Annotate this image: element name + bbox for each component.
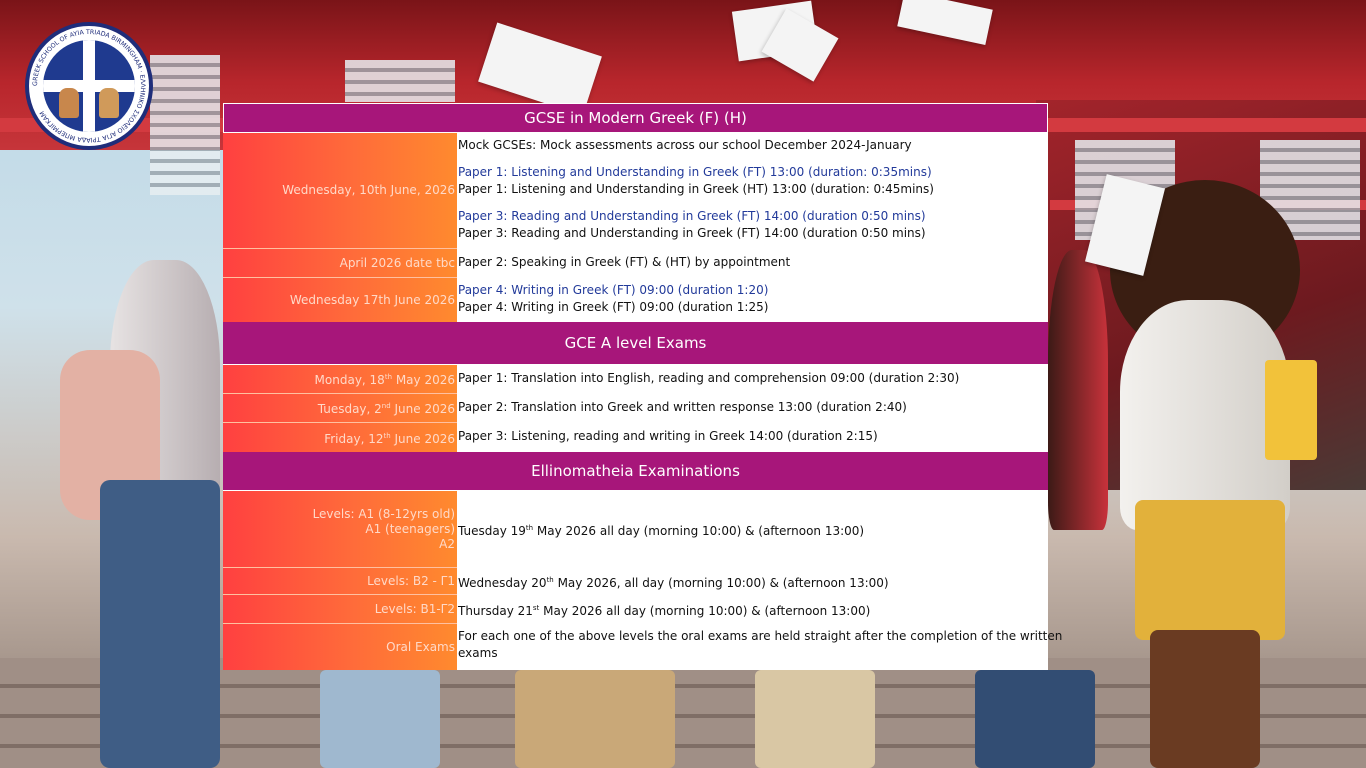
jeans: [100, 480, 220, 768]
alevel-date-cell: [223, 394, 457, 422]
ellino-level-cell: [223, 491, 457, 567]
logo-shield: [43, 40, 135, 132]
logo-figure: [59, 88, 79, 118]
level-label: Oral Exams: [386, 639, 455, 654]
gcse-date-cell: [223, 133, 457, 248]
ellino-level-cell: [223, 624, 457, 670]
jeans-2: [320, 670, 440, 768]
ellino-schedule-text: Tuesday 19th May 2026 all day (morning 10:00) & (afternoon 13:00): [458, 524, 865, 538]
window-grill: [345, 60, 455, 102]
school-logo: [25, 22, 153, 150]
alevel-paper: [458, 428, 1048, 445]
gcse-date-cell: [223, 278, 457, 322]
legs: [1150, 630, 1260, 768]
alevel-date-cell: [223, 423, 457, 452]
exam-timetable: [223, 103, 1063, 670]
gcse-details: [458, 137, 1048, 242]
svg-text:GREEK SCHOOL OF AYIA TRIADA BI: GREEK SCHOOL OF AYIA TRIADA BIRMINGHAM · ΕΛΛΗΝΙΚΟ ΣΧΟΛΕΙΟ ΑΓΙΑ ΤΡΙΑΔΑ ΜΠΕΡΜΙΓΚΑΜ: [31, 28, 147, 144]
alevel-date: Tuesday, 2nd June 2026: [317, 402, 455, 416]
yellow-folder: [1265, 360, 1317, 460]
paper3-ft-text: Paper 3: Reading and Understanding in Greek (FT) 14:00 (duration 0:50 mins): [458, 209, 926, 223]
gcse-date: April 2026 date tbc: [339, 255, 455, 270]
alevel-paper-text: Paper 1: Translation into English, reading and comprehension 09:00 (duration 2:30): [458, 371, 960, 385]
level-label: A2: [439, 536, 455, 551]
section-header-ellinomatheia: Ellinomatheia Examinations: [223, 452, 1048, 490]
gcse-date: Wednesday, 10th June, 2026: [282, 183, 455, 197]
paper1-ft-text: Paper 1: Listening and Understanding in Greek (FT) 13:00 (duration: 0:35mins): [458, 165, 932, 179]
speaking-details: [458, 254, 1048, 271]
oral-exams-details: [458, 628, 1063, 662]
oral-exams-text: For each one of the above levels the oral exams are held straight after the completion of the written: [458, 629, 1063, 643]
level-label: Levels: A1 (8-12yrs old): [312, 506, 455, 521]
paper3-text: Paper 3: Reading and Understanding in Greek (FT) 14:00 (duration 0:50 mins): [458, 226, 926, 240]
oral-exams-text: exams: [458, 646, 498, 660]
mock-gcse-text: Mock GCSEs: Mock assessments across our school December 2024-January: [458, 138, 912, 152]
logo-figure: [99, 88, 119, 118]
ellino-schedule-text: Thursday 21st May 2026 all day (morning 10:00) & (afternoon 13:00): [458, 604, 871, 618]
paper1-ht-text: Paper 1: Listening and Understanding in Greek (HT) 13:00 (duration: 0:45mins): [458, 182, 934, 196]
yellow-shorts: [1135, 500, 1285, 640]
ellino-schedule: [458, 520, 1048, 540]
ellino-schedule: [458, 572, 1048, 592]
student-striped: [1048, 250, 1108, 530]
alevel-date-cell: [223, 365, 457, 393]
section-header-gcse: GCSE in Modern Greek (F) (H): [223, 103, 1048, 133]
paper2-speaking-text: Paper 2: Speaking in Greek (FT) & (HT) by appointment: [458, 255, 791, 269]
level-label: A1 (teenagers): [365, 521, 455, 536]
alevel-paper: [458, 370, 1048, 387]
gcse-date-cell: [223, 249, 457, 277]
writing-details: [458, 282, 1048, 316]
window-grill: [150, 55, 220, 195]
trousers-2: [755, 670, 875, 768]
paper4-text: Paper 4: Writing in Greek (FT) 09:00 (duration 1:20): [458, 283, 769, 297]
ellino-level-cell: [223, 595, 457, 623]
alevel-paper-text: Paper 2: Translation into Greek and written response 13:00 (duration 2:40): [458, 400, 907, 414]
trousers: [515, 670, 675, 768]
alevel-date: Monday, 18th May 2026: [314, 373, 455, 387]
jeans-3: [975, 670, 1095, 768]
alevel-paper: [458, 399, 1048, 416]
alevel-date: Friday, 12th June 2026: [324, 431, 455, 446]
gcse-date: Wednesday 17th June 2026: [289, 292, 455, 307]
level-label: Levels: B1-Γ2: [374, 601, 455, 616]
level-label: Levels: B2 - Γ1: [367, 573, 455, 588]
ellino-schedule: [458, 600, 1048, 620]
section-header-alevel: GCE A level Exams: [223, 322, 1048, 364]
ellino-schedule-text: Wednesday 20th May 2026, all day (morning 10:00) & (afternoon 13:00): [458, 576, 889, 590]
ellino-level-cell: [223, 568, 457, 594]
paper4-text: Paper 4: Writing in Greek (FT) 09:00 (duration 1:25): [458, 300, 769, 314]
alevel-paper-text: Paper 3: Listening, reading and writing in Greek 14:00 (duration 2:15): [458, 429, 878, 443]
